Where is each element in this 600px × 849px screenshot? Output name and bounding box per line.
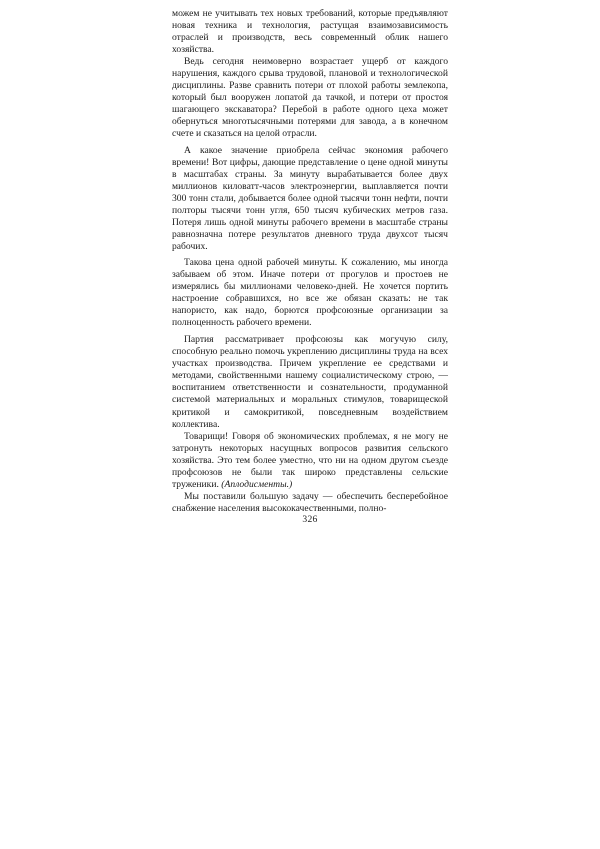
page-number: 326 [302,514,318,525]
paragraph-4: Такова цена одной рабочей минуты. К сожалению, мы иногда забываем об этом. Иначе потери от прогулов и простоев не измерялись бы миллионами человеко-дней. Не хочется портить настроение собравшихся, но все же обязан сказать: не так напористо, как надо, борются профсоюзные организации за полноценность рабочего времени. [172,256,448,329]
page-text-column [172,8,448,525]
applause-remark: (Аплодисменты.) [221,478,293,490]
paragraph-7: Мы поставили большую задачу — обеспечить бесперебойное снабжение населения высококачественными, полно- [172,490,448,514]
paragraph-1: можем не учитывать тех новых требований, которые предъявляют новая техника и технология, растущая взаимозависимость отраслей и производств, весь современный облик нашего хозяйства. [172,8,448,56]
paragraph-2: Ведь сегодня неимоверно возрастает ущерб от каждого нарушения, каждого срыва трудовой, плановой и технологической дисциплины. Разве сравнить потери от плохой работы землекопа, который был вооружен лопатой да тачкой, и потери от простоя шагающего экскаватора? Перебой в работе одного цеха может обернуться многотысячными потерями для завода, а в конечном счете и сказаться на целой отрасли. [172,56,448,140]
paragraph-3: А какое значение приобрела сейчас экономия рабочего времени! Вот цифры, дающие представление о цене одной минуты в масштабах страны. За минуту вырабатывается более двух миллионов киловатт-часов электроэнергии, выплавляется почти 300 тонн стали, добывается более одной тысячи тонн нефти, почти полторы тысячи тонн угля, 650 тысяч кубических метров газа. Потеря лишь одной минуты рабочего времени в масштабе страны равнозначна потере результатов дневного труда двухсот тысяч рабочих. [172,144,448,252]
paragraph-6-text: Товарищи! Говоря об экономических проблемах, я не могу не затронуть некоторых насущных вопросов развития сельского хозяйства. Это тем более уместно, что ни на одном другом съезде профсоюзов не были так широко представлены сельские труженики. [172,430,448,490]
paragraph-5: Партия рассматривает профсоюзы как могучую силу, способную реально помочь укреплению дисциплины труда на всех участках производства. Причем укрепление ее средствами и методами, свойственными нашему социалистическому строю, — воспитанием ответственности и сознательности, продуманной системой материальных и моральных стимулов, товарищеской критикой и самокритикой, повседневным воздействием коллектива. [172,334,448,430]
paragraph-6 [172,431,448,491]
